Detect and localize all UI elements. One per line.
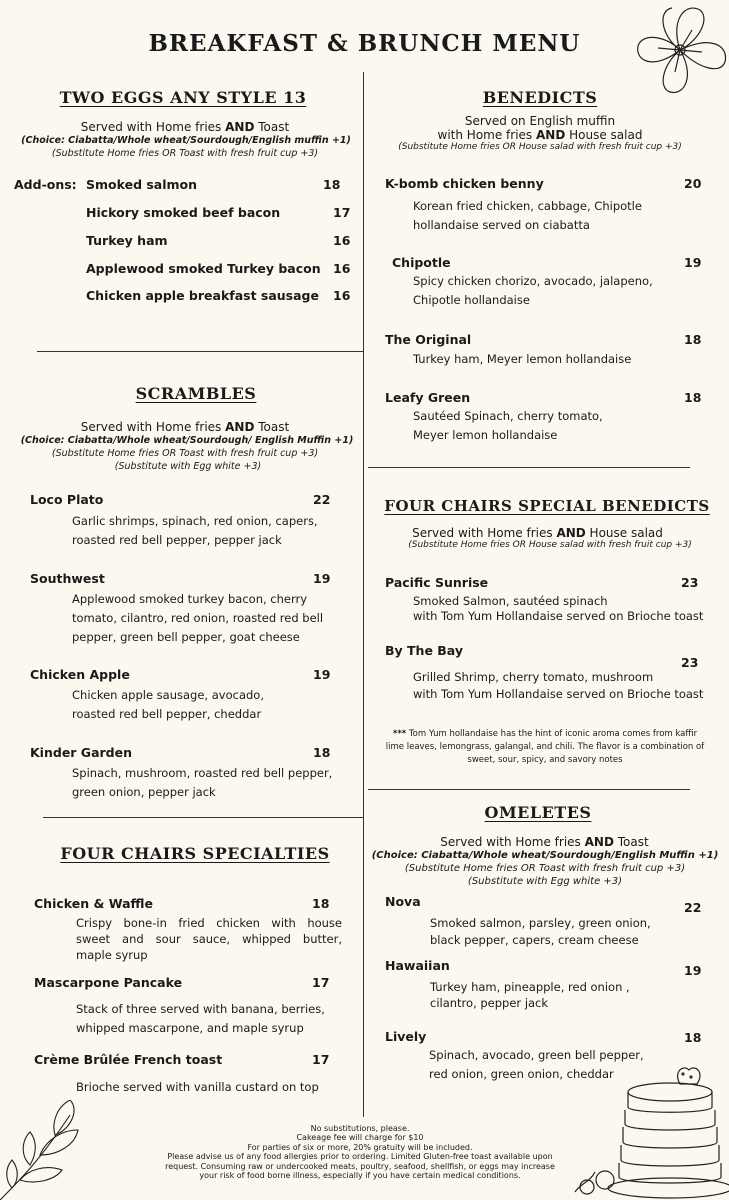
desc-line: Brioche served with vanilla custard on top bbox=[76, 1080, 319, 1094]
served-text: Served with Home fries bbox=[440, 835, 585, 849]
two-eggs-heading: TWO EGGS ANY STYLE 13 bbox=[59, 88, 307, 107]
desc-line: sweet and sour sauce, whipped butter, bbox=[76, 932, 342, 946]
divider-right-2 bbox=[368, 789, 690, 790]
addon-price: 16 bbox=[333, 261, 351, 276]
menu-item-description bbox=[72, 764, 357, 802]
menu-item-name: Chipotle bbox=[392, 255, 451, 270]
menu-item-price: 17 bbox=[312, 1052, 330, 1067]
note-stars: *** bbox=[392, 729, 407, 739]
menu-item-name: Crème Brûlée French toast bbox=[34, 1052, 223, 1067]
desc-line: Crispy bone-in fried chicken with house bbox=[76, 916, 342, 930]
menu-item-price: 18 bbox=[684, 332, 702, 347]
menu-item-description bbox=[429, 1046, 709, 1084]
menu-item-name: Kinder Garden bbox=[30, 745, 132, 760]
desc-line: Chipotle hollandaise bbox=[413, 293, 530, 307]
benedicts-heading: BENEDICTS bbox=[482, 88, 598, 107]
desc-line: with Tom Yum Hollandaise served on Brioche toast bbox=[413, 687, 704, 701]
menu-item-price: 18 bbox=[313, 745, 331, 760]
column-divider bbox=[363, 72, 364, 1117]
benedicts-served-2 bbox=[365, 128, 715, 142]
menu-item-name: Mascarpone Pancake bbox=[34, 975, 183, 990]
addon-price: 16 bbox=[333, 233, 351, 248]
desc-line: Turkey ham, Meyer lemon hollandaise bbox=[413, 352, 632, 366]
menu-item-price: 20 bbox=[684, 176, 702, 191]
addon-name: Chicken apple breakfast sausage bbox=[86, 288, 319, 303]
desc-line: Chicken apple sausage, avocado, bbox=[72, 688, 264, 702]
menu-item-name: Chicken Apple bbox=[30, 667, 130, 682]
scrambles-substitute: (Substitute Home fries OR Toast with fresh fruit cup +3) bbox=[51, 448, 319, 459]
menu-item-description bbox=[430, 979, 720, 1011]
served-and: AND bbox=[556, 526, 586, 540]
menu-item-price: 23 bbox=[681, 575, 699, 590]
desc-line: black pepper, capers, cream cheese bbox=[430, 933, 639, 947]
omeletes-choice: (Choice: Ciabatta/Whole wheat/Sourdough/English Muffin +1) bbox=[371, 850, 719, 861]
menu-title: BREAKFAST & BRUNCH MENU bbox=[148, 30, 581, 57]
addon-name: Smoked salmon bbox=[86, 177, 198, 192]
divider-left-1 bbox=[37, 351, 363, 352]
footer-line: For parties of six or more, 20% gratuity will be included. bbox=[247, 1142, 473, 1152]
desc-line: Smoked Salmon, sautéed spinach bbox=[413, 594, 608, 608]
footer-line: No substitutions, please. bbox=[310, 1124, 410, 1133]
menu-item-description bbox=[76, 915, 342, 963]
menu-item-price: 19 bbox=[684, 255, 702, 270]
menu-item-description bbox=[76, 1000, 356, 1038]
scrambles-heading: SCRAMBLES bbox=[135, 384, 257, 403]
served-text: Served with Home fries bbox=[80, 420, 226, 434]
served-text: with Home fries bbox=[437, 128, 536, 142]
served-text-end: House salad bbox=[585, 526, 663, 540]
menu-item-description bbox=[413, 272, 713, 310]
scrambles-choice: (Choice: Ciabatta/Whole wheat/Sourdough/ English Muffin +1) bbox=[20, 435, 354, 446]
desc-line: Smoked salmon, parsley, green onion, bbox=[430, 916, 651, 930]
leaf-branch-illustration bbox=[0, 1100, 90, 1200]
addon-name: Turkey ham bbox=[86, 233, 168, 248]
benedicts-substitute: (Substitute Home fries OR House salad with fresh fruit cup +3) bbox=[398, 142, 682, 152]
scrambles-served bbox=[0, 420, 370, 434]
served-text: Served with Home fries bbox=[80, 120, 226, 134]
menu-item-name: By The Bay bbox=[385, 643, 464, 658]
special-benedicts-heading: FOUR CHAIRS SPECIAL BENEDICTS bbox=[384, 497, 710, 515]
served-and: AND bbox=[225, 120, 255, 134]
menu-item-price: 19 bbox=[313, 667, 331, 682]
menu-item-price: 17 bbox=[312, 975, 330, 990]
addon-name: Applewood smoked Turkey bacon bbox=[86, 261, 321, 276]
menu-item-description bbox=[72, 512, 357, 550]
desc-line: whipped mascarpone, and maple syrup bbox=[76, 1021, 304, 1035]
desc-line: maple syrup bbox=[76, 948, 148, 962]
menu-item-description bbox=[413, 350, 713, 369]
menu-item-description bbox=[72, 590, 357, 647]
desc-line: Korean fried chicken, cabbage, Chipotle bbox=[413, 199, 642, 213]
served-text-end: Toast bbox=[254, 420, 290, 434]
omeletes-substitute: (Substitute Home fries OR Toast with fresh fruit cup +3) bbox=[404, 863, 686, 874]
two-eggs-choice: (Choice: Ciabatta/Whole wheat/Sourdough/English muffin +1) bbox=[21, 135, 351, 146]
desc-line: Garlic shrimps, spinach, red onion, capers, bbox=[72, 514, 318, 528]
benedicts-served-1: Served on English muffin bbox=[464, 114, 616, 128]
menu-item-name: Nova bbox=[385, 894, 421, 909]
menu-item-name: Southwest bbox=[30, 571, 105, 586]
menu-item-name: K-bomb chicken benny bbox=[385, 176, 544, 191]
menu-item-description bbox=[430, 915, 720, 949]
menu-item-name: Lively bbox=[385, 1029, 427, 1044]
menu-item-description bbox=[413, 669, 723, 703]
desc-line: red onion, green onion, cheddar bbox=[429, 1067, 614, 1081]
menu-item-description bbox=[413, 594, 723, 624]
desc-line: Spicy chicken chorizo, avocado, jalapeno, bbox=[413, 274, 653, 288]
desc-line: roasted red bell pepper, pepper jack bbox=[72, 533, 282, 547]
footer-line: Cakeage fee will charge for $10 bbox=[296, 1133, 424, 1143]
menu-item-price: 18 bbox=[312, 896, 330, 911]
special-benedicts-substitute: (Substitute Home fries OR House salad with fresh fruit cup +3) bbox=[408, 540, 692, 550]
divider-left-2 bbox=[43, 817, 363, 818]
menu-item-name: Chicken & Waffle bbox=[34, 896, 153, 911]
footer-line: your risk of food borne illness, especially if you have certain medical conditions. bbox=[199, 1171, 521, 1181]
desc-line: cilantro, pepper jack bbox=[430, 996, 549, 1010]
menu-item-price: 22 bbox=[684, 900, 702, 915]
menu-item-name: The Original bbox=[385, 332, 472, 347]
desc-line: Applewood smoked turkey bacon, cherry bbox=[72, 592, 308, 606]
desc-line: Sautéed Spinach, cherry tomato, bbox=[413, 409, 603, 423]
menu-item-price: 18 bbox=[684, 390, 702, 405]
menu-item-name: Loco Plato bbox=[30, 492, 104, 507]
menu-item-description bbox=[413, 197, 713, 235]
served-and: AND bbox=[584, 835, 614, 849]
menu-item-price: 19 bbox=[684, 963, 702, 978]
desc-line: tomato, cilantro, red onion, roasted red bell bbox=[72, 611, 324, 625]
menu-item-name: Leafy Green bbox=[385, 390, 471, 405]
menu-item-name: Hawaiian bbox=[385, 958, 450, 973]
addon-name: Hickory smoked beef bacon bbox=[86, 205, 281, 220]
addons-label: Add-ons: bbox=[14, 177, 77, 192]
menu-item-description bbox=[72, 686, 357, 724]
special-benedicts-served bbox=[370, 526, 705, 540]
desc-line: hollandaise served on ciabatta bbox=[413, 218, 590, 232]
two-eggs-served bbox=[0, 120, 370, 134]
desc-line: Meyer lemon hollandaise bbox=[413, 428, 558, 442]
menu-item-price: 19 bbox=[313, 571, 331, 586]
menu-item-price: 23 bbox=[681, 655, 699, 670]
served-and: AND bbox=[225, 420, 255, 434]
footer-line: Please advise us of any food allergies prior to ordering. Limited Gluten-free toast available upon bbox=[167, 1152, 553, 1162]
menu-item-description bbox=[413, 407, 713, 445]
desc-line: Turkey ham, pineapple, red onion , bbox=[430, 980, 630, 994]
footer-disclaimer bbox=[135, 1124, 585, 1180]
desc-line: Spinach, mushroom, roasted red bell pepper, bbox=[72, 766, 333, 780]
served-text-end: Toast bbox=[254, 120, 290, 134]
desc-line: Grilled Shrimp, cherry tomato, mushroom bbox=[413, 670, 654, 684]
omeletes-served bbox=[372, 835, 717, 849]
divider-right-1 bbox=[368, 467, 690, 468]
addon-price: 16 bbox=[333, 288, 351, 303]
scrambles-egg-white: (Substitute with Egg white +3) bbox=[114, 461, 262, 472]
addon-price: 18 bbox=[323, 177, 341, 192]
served-and: AND bbox=[536, 128, 566, 142]
menu-item-name: Pacific Sunrise bbox=[385, 575, 489, 590]
served-text-end: Toast bbox=[613, 835, 649, 849]
desc-line: Spinach, avocado, green bell pepper, bbox=[429, 1048, 644, 1062]
footer-line: request. Consuming raw or undercooked meats, poultry, seafood, shellfish, or eggs may increase bbox=[165, 1161, 555, 1171]
specialties-heading: FOUR CHAIRS SPECIALTIES bbox=[60, 844, 330, 863]
served-text: Served with Home fries bbox=[412, 526, 557, 540]
menu-item-price: 18 bbox=[684, 1030, 702, 1045]
note-text: Tom Yum hollandaise has the hint of iconic aroma comes from kaffir lime leaves, lemongrass, galangal, and chili. The flavor is a combination of sweet, sour, spicy, and savory notes bbox=[385, 729, 705, 765]
tom-yum-note bbox=[385, 728, 705, 767]
desc-line: roasted red bell pepper, cheddar bbox=[72, 707, 262, 721]
menu-item-price: 22 bbox=[313, 492, 331, 507]
desc-line: with Tom Yum Hollandaise served on Brioche toast bbox=[413, 609, 704, 623]
served-text-end: House salad bbox=[565, 128, 643, 142]
addon-price: 17 bbox=[333, 205, 351, 220]
desc-line: Stack of three served with banana, berries, bbox=[76, 1002, 325, 1016]
two-eggs-substitute: (Substitute Home fries OR Toast with fresh fruit cup +3) bbox=[51, 148, 319, 159]
menu-item-description bbox=[76, 1078, 356, 1097]
omeletes-heading: OMELETES bbox=[484, 803, 592, 822]
desc-line: green onion, pepper jack bbox=[72, 785, 216, 799]
omeletes-egg-white: (Substitute with Egg white +3) bbox=[467, 876, 623, 887]
desc-line: pepper, green bell pepper, goat cheese bbox=[72, 630, 300, 644]
